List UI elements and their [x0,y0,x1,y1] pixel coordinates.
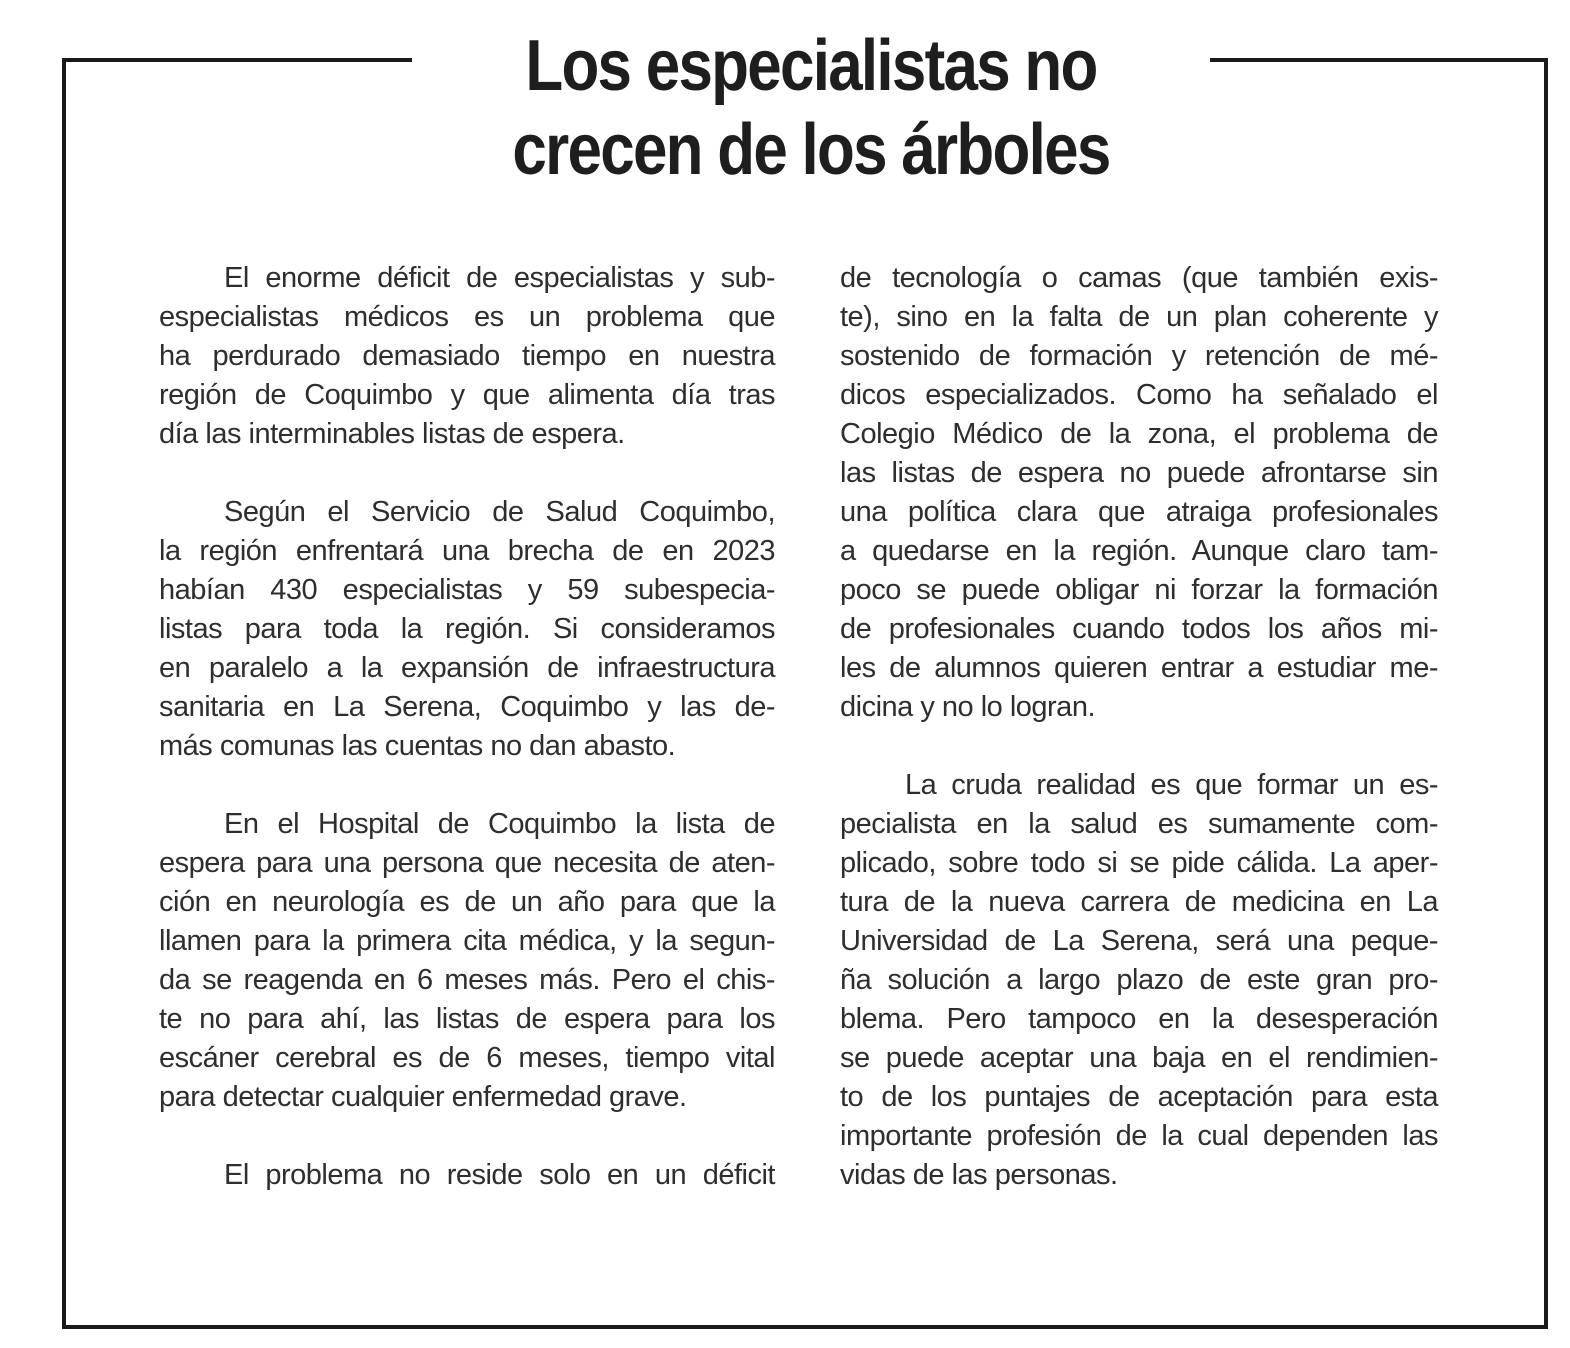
text-line: de profesionales cuando todos los años mi- [840,613,1438,645]
text-line: La cruda realidad es que formar un es- [905,769,1438,801]
text-line: blema. Pero tampoco en la desesperación [840,1003,1438,1035]
text-line: las listas de espera no puede afrontarse sin [840,457,1438,489]
text-line: dicos especializados. Como ha señalado el [840,379,1438,411]
paragraph-gap [840,727,1438,766]
text-line: llamen para la primera cita médica, y la segun- [159,925,775,957]
frame-left-rule [62,58,66,1329]
paragraph-gap [159,454,775,493]
text-line: escáner cerebral es de 6 meses, tiempo vital [159,1042,775,1074]
text-line: en paralelo a la expansión de infraestructura [159,652,775,684]
text-line: ña solución a largo plazo de este gran pro- [840,964,1438,996]
text-line: sanitaria en La Serena, Coquimbo y las de- [159,691,775,723]
text-line: listas para toda la región. Si consideramos [159,613,775,645]
text-line: espera para una persona que necesita de aten- [159,847,775,879]
text-line: la región enfrentará una brecha de en 2023 [159,535,775,567]
text-line: región de Coquimbo y que alimenta día tras [159,379,775,411]
text-line: día las interminables listas de espera. [159,418,625,450]
text-line: El problema no reside solo en un déficit [224,1159,775,1191]
text-line: te), sino en la falta de un plan coherente y [840,301,1438,333]
text-line: te no para ahí, las listas de espera para los [159,1003,775,1035]
text-line: les de alumnos quieren entrar a estudiar me- [840,652,1438,684]
text-line: se puede aceptar una baja en el rendimien- [840,1042,1438,1074]
article-column-left [159,259,775,1195]
text-line: Según el Servicio de Salud Coquimbo, [224,496,775,528]
headline-line-1: Los especialistas no [525,26,1097,106]
text-line: especialistas médicos es un problema que [159,301,775,333]
article-headline [468,24,1154,192]
text-line: tura de la nueva carrera de medicina en La [840,886,1438,918]
text-line: pecialista en la salud es sumamente com- [840,808,1438,840]
text-line: importante profesión de la cual dependen las [840,1120,1438,1152]
text-line: ción en neurología es de un año para que la [159,886,775,918]
article-column-right [840,259,1438,1195]
frame-bottom-rule [62,1325,1548,1329]
text-line: ha perdurado demasiado tiempo en nuestra [159,340,775,372]
frame-top-left-rule [62,58,412,62]
text-line: de tecnología o camas (que también exis- [840,262,1438,294]
text-line: Universidad de La Serena, será una peque- [840,925,1438,957]
text-line: Colegio Médico de la zona, el problema de [840,418,1438,450]
text-line: sostenido de formación y retención de mé- [840,340,1438,372]
text-line: dicina y no lo logran. [840,691,1095,723]
frame-right-rule [1544,58,1548,1329]
text-line: En el Hospital de Coquimbo la lista de [224,808,775,840]
text-line: más comunas las cuentas no dan abasto. [159,730,676,762]
text-line: una política clara que atraiga profesionales [840,496,1438,528]
text-line: habían 430 especialistas y 59 subespecia- [159,574,775,606]
text-line: poco se puede obligar ni forzar la formación [840,574,1438,606]
text-line: vidas de las personas. [840,1159,1118,1191]
headline-line-2: crecen de los árboles [512,110,1110,190]
text-line: da se reagenda en 6 meses más. Pero el chis- [159,964,775,996]
paragraph-gap [159,766,775,805]
paragraph-gap [159,1117,775,1156]
frame-top-right-rule [1210,58,1548,62]
text-line: para detectar cualquier enfermedad grave. [159,1081,687,1113]
text-line: El enorme déficit de especialistas y sub- [224,262,775,294]
text-line: to de los puntajes de aceptación para esta [840,1081,1438,1113]
text-line: plicado, sobre todo si se pide cálida. La aper- [840,847,1438,879]
text-line: a quedarse en la región. Aunque claro tam- [840,535,1438,567]
